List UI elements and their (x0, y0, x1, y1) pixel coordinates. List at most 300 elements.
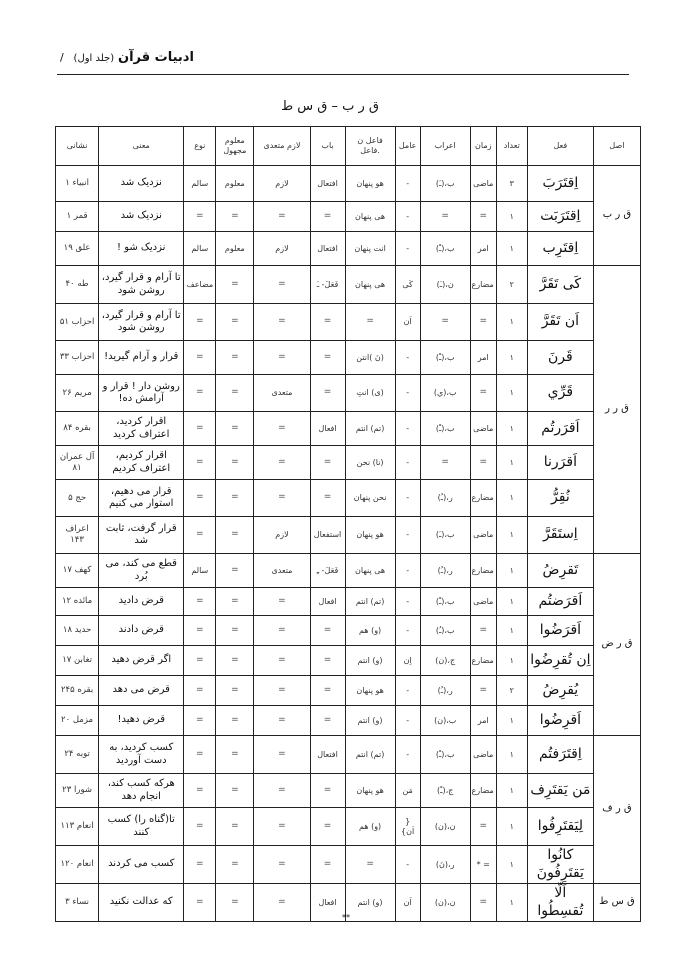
running-head (60, 50, 194, 65)
bab-cell: = (310, 341, 345, 375)
fel-cell: اَن تَقَرَّ (527, 304, 593, 341)
root-cell: ق ر ر (593, 266, 640, 554)
lazem-cell: لازم (254, 232, 310, 266)
malum-cell: = (216, 884, 254, 922)
lazem-cell: لازم (254, 517, 310, 554)
fael-cell: هو پنهان (345, 517, 395, 554)
erab-cell: ب،(ي) (420, 375, 470, 412)
tedad-cell: ۱ (496, 884, 527, 922)
table-row (56, 266, 641, 304)
neshani-cell: حج ۵ (56, 480, 99, 517)
neshani-cell: توبه ۲۴ (56, 736, 99, 774)
malum-cell: = (216, 736, 254, 774)
erab-cell: ب،(ـَ) (420, 517, 470, 554)
bab-cell: = (310, 676, 345, 706)
fel-cell: نُقِرُّ (527, 480, 593, 517)
mani-cell: قرض دادید (99, 588, 184, 616)
fael-cell: (تم) انتم (345, 412, 395, 446)
table-body (56, 166, 641, 922)
table-row (56, 736, 641, 774)
malum-cell: = (216, 554, 254, 588)
amel-cell: - (395, 166, 420, 202)
tedad-cell: ۱ (496, 341, 527, 375)
mani-cell: نزدیک شد (99, 166, 184, 202)
amel-cell: اَن (395, 884, 420, 922)
now-cell: = (184, 774, 216, 808)
page-separator: / (60, 51, 64, 64)
tedad-cell: ۱ (496, 517, 527, 554)
footer-mark: ** (342, 913, 350, 922)
fael-cell: (و) انتم (345, 706, 395, 736)
table-row (56, 446, 641, 480)
lazem-cell: = (254, 480, 310, 517)
now-cell: = (184, 646, 216, 676)
amel-cell: - (395, 676, 420, 706)
now-cell: سالم (184, 166, 216, 202)
erab-cell: ب،(ـَ) (420, 166, 470, 202)
amel-cell: - (395, 375, 420, 412)
neshani-cell: مائده ۱۲ (56, 588, 99, 616)
now-cell: = (184, 480, 216, 517)
amel-cell: اَن (395, 304, 420, 341)
table-row (56, 232, 641, 266)
bab-cell: افتعال (310, 166, 345, 202)
lazem-cell: = (254, 412, 310, 446)
malum-cell: = (216, 846, 254, 884)
now-cell: = (184, 736, 216, 774)
now-cell: = (184, 616, 216, 646)
tedad-cell: ۱ (496, 202, 527, 232)
erab-cell: ر،(ـُ) (420, 480, 470, 517)
fael-cell: نحن پنهان (345, 480, 395, 517)
zaman-cell: = (470, 884, 496, 922)
bab-cell: = (310, 375, 345, 412)
neshani-cell: قمر ۱ (56, 202, 99, 232)
zaman-cell: = * (470, 846, 496, 884)
fel-cell: اَلّا تُقسِطُوا (527, 884, 593, 922)
section-title: ق ر ب – ق س ط (281, 99, 379, 114)
zaman-cell: امر (470, 232, 496, 266)
erab-cell: ب،(ـْ) (420, 736, 470, 774)
header-tedad: تعداد (496, 127, 527, 166)
zaman-cell: ماضی (470, 588, 496, 616)
fel-cell: یُقرِضُ (527, 676, 593, 706)
zaman-cell: امر (470, 706, 496, 736)
zaman-cell: = (470, 446, 496, 480)
neshani-cell: احزاب ۵۱ (56, 304, 99, 341)
now-cell: = (184, 446, 216, 480)
lazem-cell: = (254, 304, 310, 341)
zaman-cell: مضارع (470, 646, 496, 676)
tedad-cell: ۱ (496, 232, 527, 266)
tedad-cell: ۱ (496, 616, 527, 646)
malum-cell: = (216, 676, 254, 706)
malum-cell: = (216, 480, 254, 517)
malum-cell: = (216, 808, 254, 846)
fel-cell: اِقتَرِب (527, 232, 593, 266)
neshani-cell: حدید ۱۸ (56, 616, 99, 646)
table-header-row (56, 127, 641, 166)
fel-cell: کانُوا یَقتَرِفُونَ (527, 846, 593, 884)
bab-cell: استفعال (310, 517, 345, 554)
header-neshani: نشانی (56, 127, 99, 166)
header-bab: باب (310, 127, 345, 166)
neshani-cell: علق ۱۹ (56, 232, 99, 266)
lazem-cell: = (254, 706, 310, 736)
book-title: ادبیات قرآن (117, 50, 194, 65)
neshani-cell: شورا ۲۳ (56, 774, 99, 808)
zaman-cell: = (470, 304, 496, 341)
table-row (56, 304, 641, 341)
erab-cell: ب،(ـْ) (420, 232, 470, 266)
lazem-cell: = (254, 202, 310, 232)
amel-cell: - (395, 588, 420, 616)
fel-cell: لِیَقتَرِفُوا (527, 808, 593, 846)
tedad-cell: ۱ (496, 646, 527, 676)
bab-cell: افتعال (310, 736, 345, 774)
now-cell: = (184, 341, 216, 375)
bab-cell: = (310, 446, 345, 480)
erab-cell: ب،(ـْ) (420, 588, 470, 616)
now-cell: = (184, 884, 216, 922)
bab-cell: = (310, 202, 345, 232)
header-fel: فعل (527, 127, 593, 166)
neshani-cell: احزاب ۳۳ (56, 341, 99, 375)
bab-cell: افعال (310, 884, 345, 922)
amel-cell: اِن (395, 646, 420, 676)
header-rule (57, 74, 629, 75)
now-cell: سالم (184, 554, 216, 588)
amel-cell: - (395, 412, 420, 446)
bab-cell: = (310, 774, 345, 808)
bab-cell: = (310, 480, 345, 517)
zaman-cell: مضارع (470, 774, 496, 808)
malum-cell: = (216, 375, 254, 412)
table-row (56, 375, 641, 412)
fael-cell: هو پنهان (345, 676, 395, 706)
zaman-cell: = (470, 676, 496, 706)
verb-analysis-table (55, 126, 641, 922)
mani-cell: قرار می دهیم، استوار می کنیم (99, 480, 184, 517)
header-amel: عامل (395, 127, 420, 166)
table-row (56, 202, 641, 232)
amel-cell: - (395, 736, 420, 774)
table-row (56, 774, 641, 808)
erab-cell: ر،(ـُ) (420, 554, 470, 588)
mani-cell: نزدیک شو ! (99, 232, 184, 266)
mani-cell: تا آرام و قرار گیرد، روشن شود (99, 304, 184, 341)
erab-cell: ن،(ـَ) (420, 266, 470, 304)
neshani-cell: انعام ۱۲۰ (56, 846, 99, 884)
header-fael: فاعل ن .فاعل (345, 127, 395, 166)
now-cell: = (184, 846, 216, 884)
fel-cell: اَقرَرتُم (527, 412, 593, 446)
now-cell: = (184, 304, 216, 341)
mani-cell: قرض دادند (99, 616, 184, 646)
erab-cell: ب،(ـْ) (420, 412, 470, 446)
malum-cell: = (216, 304, 254, 341)
tedad-cell: ۱ (496, 304, 527, 341)
fael-cell: انت پنهان (345, 232, 395, 266)
malum-cell: = (216, 706, 254, 736)
erab-cell: = (420, 446, 470, 480)
mani-cell: قرض می دهد (99, 676, 184, 706)
header-erab: اعراب (420, 127, 470, 166)
lazem-cell: = (254, 676, 310, 706)
table-row (56, 166, 641, 202)
tedad-cell: ۱ (496, 846, 527, 884)
zaman-cell: = (470, 616, 496, 646)
table-row (56, 846, 641, 884)
now-cell: = (184, 706, 216, 736)
tedad-cell: ۱ (496, 774, 527, 808)
erab-cell: ب،(ـْ) (420, 341, 470, 375)
now-cell: = (184, 588, 216, 616)
mani-cell: کسب کردید، به دست آوردید (99, 736, 184, 774)
mani-cell: قرار گرفت، ثابت شد (99, 517, 184, 554)
amel-cell: - (395, 202, 420, 232)
tedad-cell: ۱ (496, 736, 527, 774)
zaman-cell: امر (470, 341, 496, 375)
zaman-cell: ماضی (470, 736, 496, 774)
fel-cell: اِقتَرَفتُم (527, 736, 593, 774)
neshani-cell: طه ۴۰ (56, 266, 99, 304)
neshani-cell: نساء ۳ (56, 884, 99, 922)
fel-cell: اَقرِضُوا (527, 706, 593, 736)
fael-cell: (و) انتم (345, 884, 395, 922)
fel-cell: اِقتَرَبَ (527, 166, 593, 202)
neshani-cell: مریم ۲۶ (56, 375, 99, 412)
lazem-cell: = (254, 774, 310, 808)
mani-cell: تا آرام و قرار گیرد، روشن شود (99, 266, 184, 304)
zaman-cell: = (470, 808, 496, 846)
fael-cell: هو پنهان (345, 774, 395, 808)
fel-cell: تَقرِضُ (527, 554, 593, 588)
amel-cell: - (395, 341, 420, 375)
lazem-cell: متعدی (254, 554, 310, 588)
zaman-cell: = (470, 375, 496, 412)
zaman-cell: ماضی (470, 517, 496, 554)
erab-cell: = (420, 304, 470, 341)
neshani-cell: کهف ۱۷ (56, 554, 99, 588)
bab-cell: افتعال (310, 232, 345, 266)
tedad-cell: ۱ (496, 554, 527, 588)
root-cell: ق ر ب (593, 166, 640, 266)
amel-cell: - (395, 517, 420, 554)
tedad-cell: ۲ (496, 676, 527, 706)
fel-cell: قَرِّي (527, 375, 593, 412)
bab-cell: = (310, 646, 345, 676)
header-now: نوع (184, 127, 216, 166)
table-row (56, 676, 641, 706)
table-row (56, 554, 641, 588)
amel-cell: - (395, 446, 420, 480)
lazem-cell: = (254, 808, 310, 846)
lazem-cell: متعدی (254, 375, 310, 412)
lazem-cell: = (254, 846, 310, 884)
now-cell: = (184, 808, 216, 846)
zaman-cell: مضارع (470, 266, 496, 304)
bab-cell: = (310, 616, 345, 646)
fel-cell: اِقتَرَبَت (527, 202, 593, 232)
fael-cell: هی پنهان (345, 202, 395, 232)
amel-cell: - (395, 616, 420, 646)
fael-cell: (نا) نحن (345, 446, 395, 480)
malum-cell: = (216, 646, 254, 676)
fael-cell: هی پنهان (345, 266, 395, 304)
fael-cell: (تم) انتم (345, 736, 395, 774)
mani-cell: کسب می کردند (99, 846, 184, 884)
malum-cell: = (216, 616, 254, 646)
mani-cell: قرار و آرام گیرید! (99, 341, 184, 375)
fael-cell: هو پنهان (345, 166, 395, 202)
neshani-cell: بقره ۸۴ (56, 412, 99, 446)
lazem-cell: = (254, 588, 310, 616)
table-row (56, 808, 641, 846)
tedad-cell: ۱ (496, 446, 527, 480)
root-cell: ق س ط (593, 884, 640, 922)
bab-cell: افعال (310, 412, 345, 446)
header-lazem: لازم متعدی (254, 127, 310, 166)
malum-cell: = (216, 202, 254, 232)
malum-cell: = (216, 266, 254, 304)
fael-cell: = (345, 304, 395, 341)
erab-cell: ج،(ـْ) (420, 774, 470, 808)
fel-cell: کَی تَقَرَّ (527, 266, 593, 304)
malum-cell: = (216, 774, 254, 808)
fael-cell: (نَ )انتن (345, 341, 395, 375)
mani-cell: تا(گناه را) کسب کنند (99, 808, 184, 846)
amel-cell: - (395, 706, 420, 736)
mani-cell: قرض دهید! (99, 706, 184, 736)
malum-cell: = (216, 517, 254, 554)
fel-cell: اَقرَرنا (527, 446, 593, 480)
neshani-cell: تغابن ۱۷ (56, 646, 99, 676)
bab-cell: فَعَلَ- ـِ (310, 554, 345, 588)
tedad-cell: ۳ (496, 166, 527, 202)
mani-cell: نزدیک شد (99, 202, 184, 232)
bab-cell: = (310, 846, 345, 884)
amel-cell: { اَن} (395, 808, 420, 846)
malum-cell: معلوم (216, 232, 254, 266)
header-zaman: زمان (470, 127, 496, 166)
table-row (56, 341, 641, 375)
lazem-cell: لازم (254, 166, 310, 202)
table-row (56, 706, 641, 736)
table-row (56, 517, 641, 554)
tedad-cell: ۱ (496, 808, 527, 846)
now-cell: = (184, 676, 216, 706)
header-asl: اصل (593, 127, 640, 166)
header-mani: معنی (99, 127, 184, 166)
zaman-cell: مضارع (470, 480, 496, 517)
neshani-cell: انبیاء ۱ (56, 166, 99, 202)
fel-cell: اِن تُقرِضُوا (527, 646, 593, 676)
tedad-cell: ۱ (496, 588, 527, 616)
amel-cell: - (395, 232, 420, 266)
zaman-cell: = (470, 202, 496, 232)
bab-cell: = (310, 304, 345, 341)
root-cell: ق ر ف (593, 736, 640, 884)
volume-label: (جلد اول) (73, 53, 115, 64)
malum-cell: = (216, 341, 254, 375)
amel-cell: مَن (395, 774, 420, 808)
mani-cell: اگر قرض دهید (99, 646, 184, 676)
fel-cell: مَن یَقتَرِف (527, 774, 593, 808)
mani-cell: که عدالت نکنید (99, 884, 184, 922)
fael-cell: (و) انتم (345, 646, 395, 676)
neshani-cell: بقره ۲۴۵ (56, 676, 99, 706)
amel-cell: - (395, 480, 420, 517)
fael-cell: هی پنهان (345, 554, 395, 588)
erab-cell: = (420, 202, 470, 232)
table-row (56, 588, 641, 616)
fael-cell: (و) هم (345, 616, 395, 646)
now-cell: سالم (184, 232, 216, 266)
zaman-cell: مضارع (470, 554, 496, 588)
lazem-cell: = (254, 266, 310, 304)
now-cell: = (184, 412, 216, 446)
root-cell: ق ر ض (593, 554, 640, 736)
tedad-cell: ۱ (496, 706, 527, 736)
table-row (56, 616, 641, 646)
fel-cell: اَقرَضُوا (527, 616, 593, 646)
fael-cell: = (345, 846, 395, 884)
lazem-cell: = (254, 446, 310, 480)
neshani-cell: انعام ۱۱۳ (56, 808, 99, 846)
table-row (56, 646, 641, 676)
bab-cell: فَعَلَ- ـَ (310, 266, 345, 304)
erab-cell: ر،(ـُ) (420, 676, 470, 706)
erab-cell: ن،(ن) (420, 884, 470, 922)
tedad-cell: ۱ (496, 375, 527, 412)
mani-cell: هرکه کسب کند، انجام دهد (99, 774, 184, 808)
fael-cell: (ی) انتِ (345, 375, 395, 412)
tedad-cell: ۲ (496, 266, 527, 304)
amel-cell: - (395, 846, 420, 884)
now-cell: = (184, 202, 216, 232)
lazem-cell: = (254, 884, 310, 922)
fel-cell: قَرنَ (527, 341, 593, 375)
erab-cell: ج،(ن) (420, 646, 470, 676)
malum-cell: = (216, 446, 254, 480)
malum-cell: معلوم (216, 166, 254, 202)
neshani-cell: مزمل ۲۰ (56, 706, 99, 736)
header-malum: معلوم مجهول (216, 127, 254, 166)
now-cell: = (184, 517, 216, 554)
bab-cell: افعال (310, 588, 345, 616)
malum-cell: = (216, 588, 254, 616)
lazem-cell: = (254, 341, 310, 375)
mani-cell: اقرار کردیم، اعتراف کردیم (99, 446, 184, 480)
lazem-cell: = (254, 646, 310, 676)
erab-cell: ر،(نَ) (420, 846, 470, 884)
fael-cell: (تم) انتم (345, 588, 395, 616)
amel-cell: کَی (395, 266, 420, 304)
bab-cell: = (310, 808, 345, 846)
lazem-cell: = (254, 616, 310, 646)
erab-cell: ب،(ن) (420, 706, 470, 736)
bab-cell: = (310, 706, 345, 736)
mani-cell: روشن دار ! قرار و آرامش ده! (99, 375, 184, 412)
table-row (56, 412, 641, 446)
fel-cell: اِستَقَرَّ (527, 517, 593, 554)
fael-cell: (و) هم (345, 808, 395, 846)
neshani-cell: اعراف ۱۴۳ (56, 517, 99, 554)
now-cell: مضاعف (184, 266, 216, 304)
fel-cell: اَقرَضتُم (527, 588, 593, 616)
now-cell: = (184, 375, 216, 412)
